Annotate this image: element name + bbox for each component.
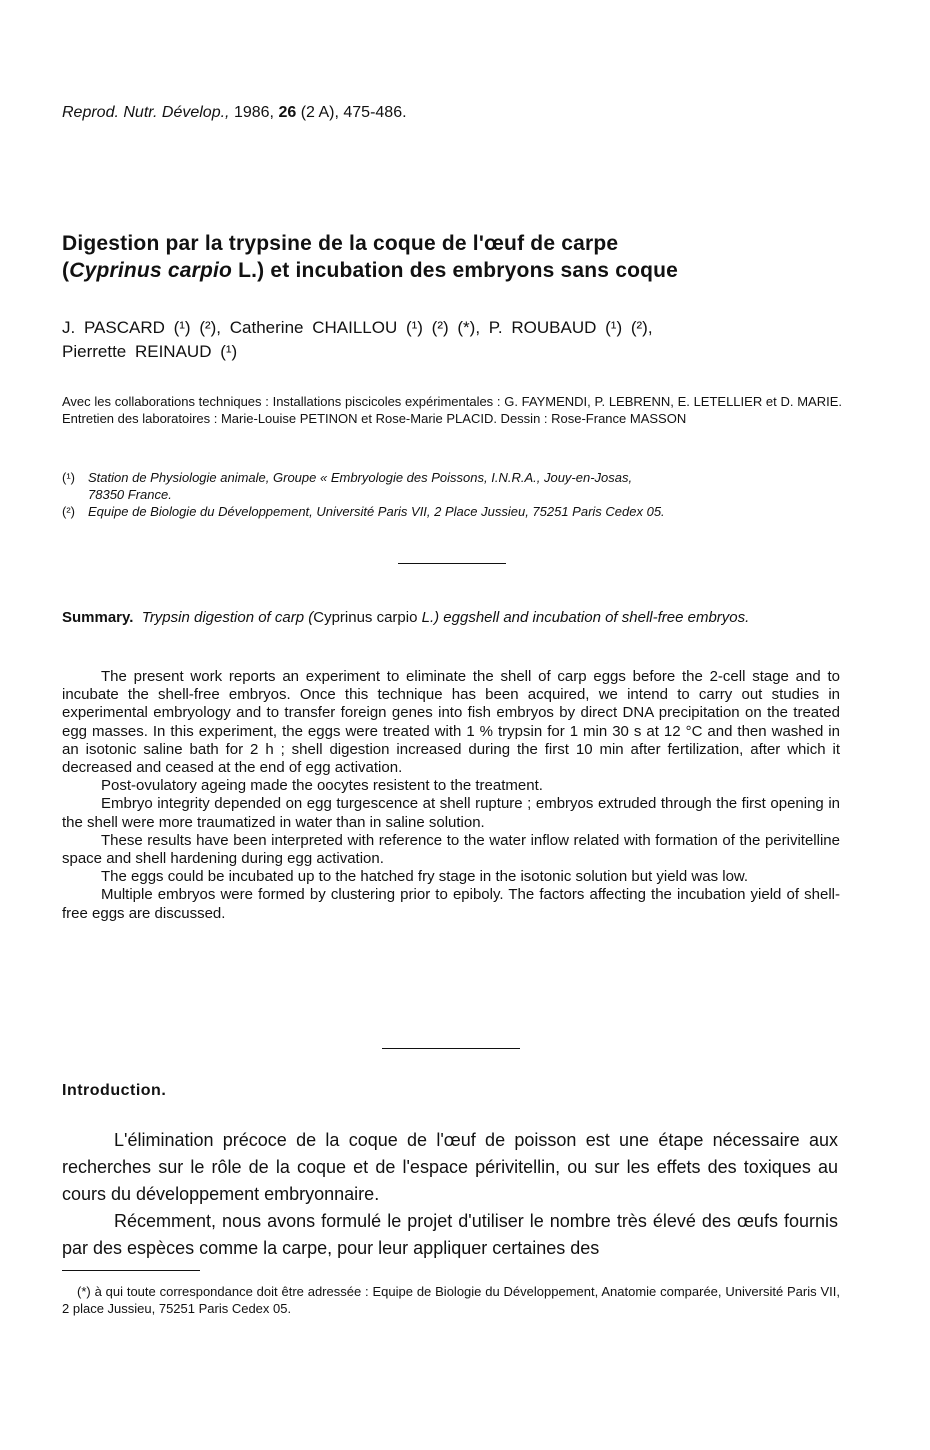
journal-name: Reprod. Nutr. Dévelop., bbox=[62, 104, 230, 121]
summary-subtitle: L.) eggshell and incubation of shell-free embryos. bbox=[417, 609, 750, 626]
author-name: P. ROUBAUD bbox=[488, 318, 597, 337]
journal-volume: 26 bbox=[278, 104, 297, 121]
title-species: Cyprinus carpio bbox=[69, 259, 233, 282]
article-title bbox=[62, 230, 862, 284]
introduction-paragraph: L'élimination précoce de la coque de l'œuf de poisson est une étape nécessaire aux recherches sur le rôle de la coque et de l'espace périvitellin, ou sur les effets des toxiques au cours du développement embryonnaire. bbox=[62, 1130, 838, 1204]
author-name: Pierrette REINAUD bbox=[62, 342, 212, 361]
summary-paragraph: These results have been interpreted with reference to the water inflow related with formation of the perivitelline space and shell hardening during egg activation. bbox=[62, 831, 840, 868]
summary-heading bbox=[62, 608, 842, 627]
affiliation-line: 78350 France. bbox=[88, 487, 172, 502]
journal-year: 1986, bbox=[233, 104, 274, 121]
author-list bbox=[62, 316, 842, 364]
introduction-paragraph: Récemment, nous avons formulé le projet d'utiliser le nombre très élevé des œufs fournis par des espèces comme la carpe, pour leur appliquer certaines des bbox=[62, 1211, 838, 1258]
author-refs: (¹) (²) (*), bbox=[405, 318, 481, 337]
author-name: J. PASCARD bbox=[62, 318, 165, 337]
footnote-text: (*) à qui toute correspondance doit être adressée : Equipe de Biologie du Développement, Anatomie comparée, Université Paris VII, 2 place Jussieu, 75251 Paris Cedex 05. bbox=[62, 1284, 840, 1316]
affiliation-mark: (¹) bbox=[62, 470, 75, 485]
summary-subtitle: Trypsin digestion of carp ( bbox=[141, 609, 314, 626]
section-divider bbox=[382, 1048, 520, 1049]
summary-subtitle-species: Cyprinus carpio bbox=[313, 609, 418, 626]
journal-citation bbox=[62, 104, 407, 122]
summary-paragraph: Post-ovulatory ageing made the oocytes resistent to the treatment. bbox=[101, 777, 543, 795]
affiliation-2 bbox=[62, 503, 842, 520]
technical-collaborations: Avec les collaborations techniques : Installations piscicoles expérimentales : G. FAYMENDI, P. LEBRENN, E. LETELLIER et D. MARIE. Entretien des laboratoires : Marie-Louise PETINON et Rose-Marie PLACID. Dessin : Rose-France MASSON bbox=[62, 394, 842, 426]
affiliation-line: Station de Physiologie animale, Groupe « Embryologie des Poissons, I.N.R.A., Jouy-en-Josas, bbox=[88, 470, 633, 485]
author-refs: (¹) (²), bbox=[605, 318, 653, 337]
summary-paragraph: The eggs could be incubated up to the hatched fry stage in the isotonic solution but yield was low. bbox=[101, 868, 749, 886]
affiliation-1 bbox=[62, 469, 842, 503]
author-refs: (¹) bbox=[220, 342, 238, 361]
title-line-2 bbox=[62, 257, 862, 284]
journal-issue: (2 A), bbox=[300, 104, 339, 121]
summary-paragraph: Multiple embryos were formed by clustering prior to epiboly. The factors affecting the incubation yield of shell-free eggs are discussed. bbox=[62, 886, 840, 922]
title-rest: L.) et incubation des embryons sans coque bbox=[232, 259, 679, 282]
affiliation-mark: (²) bbox=[62, 504, 75, 519]
summary-body bbox=[62, 668, 840, 923]
section-divider bbox=[398, 563, 506, 564]
summary-label: Summary. bbox=[62, 609, 134, 626]
summary-paragraph: Embryo integrity depended on egg turgescence at shell rupture ; embryos extruded through the first opening in the shell were more traumatized in water than in saline solution. bbox=[62, 795, 840, 831]
summary-paragraph: The present work reports an experiment to eliminate the shell of carp eggs before the 2-cell stage and to incubate the shell-free embryos. Once this technique has been acquired, we intend to carry out studies in experimental embryology and to transfer foreign genes into fish embryos by direct DNA precipitation on the treated egg masses. In this experiment, the eggs were treated with 1 % trypsin for 1 min 30 s at 12 °C and then washed in an isotonic saline bath for 2 h ; shell digestion increased during the first 10 min after fertilization, after which it decreased and ceased at the end of egg activation. bbox=[62, 668, 840, 777]
footnote bbox=[62, 1283, 840, 1317]
title-paren: ( bbox=[62, 259, 70, 282]
title-line-1: Digestion par la trypsine de la coque de l'œuf de carpe bbox=[62, 232, 619, 255]
introduction-heading: Introduction. bbox=[62, 1082, 167, 1099]
journal-pages: 475-486. bbox=[343, 104, 407, 121]
author-name: Catherine CHAILLOU bbox=[229, 318, 398, 337]
author-refs: (¹) (²), bbox=[173, 318, 222, 337]
affiliation-line: Equipe de Biologie du Développement, Université Paris VII, 2 Place Jussieu, 75251 Paris Cedex 05. bbox=[88, 504, 665, 519]
introduction-body bbox=[62, 1127, 838, 1262]
footnote-rule bbox=[62, 1270, 200, 1271]
